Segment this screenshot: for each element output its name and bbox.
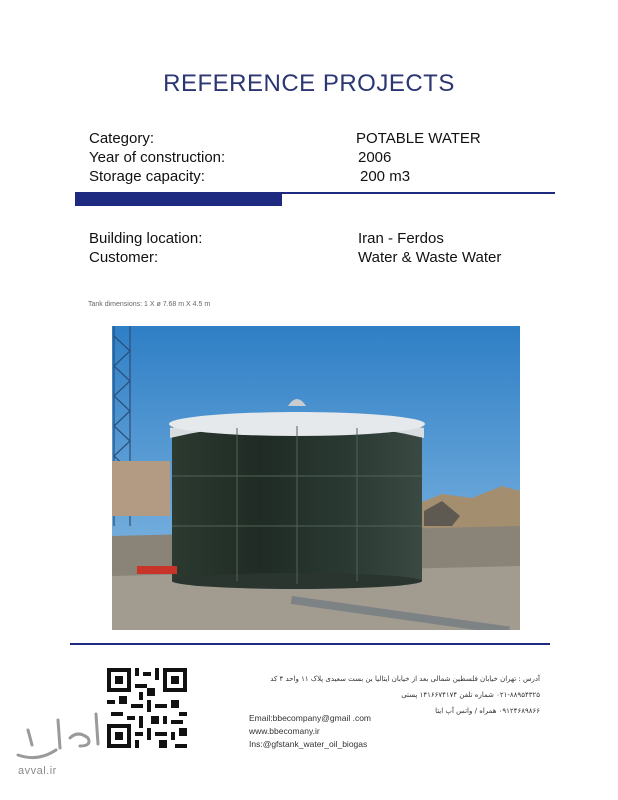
watermark-site: avval.ir	[18, 765, 57, 777]
category-label: Category:	[89, 130, 155, 147]
address-line-3: ۰۹۱۲۴۶۸۹۸۶۶ همراه / واتس آپ ایتا	[435, 707, 540, 715]
instagram-text[interactable]: Ins:@gfstank_water_oil_biogas	[249, 739, 368, 749]
footer-rule	[70, 643, 550, 645]
location-value: Iran - Ferdos	[358, 230, 444, 247]
tank-dimensions: Tank dimensions: 1 X ø 7.68 m X 4.5 m	[88, 301, 211, 308]
location-label: Building location:	[89, 230, 203, 247]
address-line-1: آدرس : تهران خیابان فلسطین شمالی بعد از خیابان ایتالیا بن بست سعیدی پلاک ۱۱ واحد ۴ کد	[270, 675, 540, 683]
category-value: POTABLE WATER	[356, 130, 481, 147]
capacity-value: 200 m3	[360, 168, 411, 185]
year-value: 2006	[358, 149, 392, 166]
customer-value: Water & Waste Water	[358, 249, 502, 266]
header-bar	[75, 193, 282, 206]
tank-photo	[112, 326, 520, 630]
qr-code-icon	[107, 668, 187, 748]
email-text[interactable]: Email:bbecompany@gmail .com	[249, 713, 372, 723]
website-link[interactable]: www.bbecomany.ir	[249, 726, 320, 736]
year-label: Year of construction:	[89, 149, 226, 166]
address-line-2: ۰۲۱-۸۸۹۵۴۳۲۵ شماره تلفن ۱۴۱۶۶۷۴۱۷۴ پستی	[401, 691, 540, 699]
customer-label: Customer:	[89, 249, 159, 266]
page-title: REFERENCE PROJECTS	[163, 70, 455, 97]
capacity-label: Storage capacity:	[89, 168, 205, 185]
